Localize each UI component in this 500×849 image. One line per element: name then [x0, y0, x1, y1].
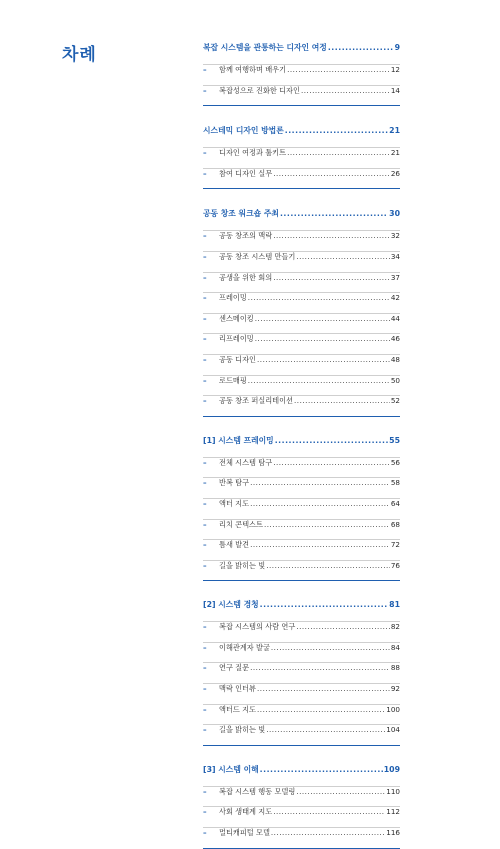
entry-title: 프레이밍	[219, 293, 247, 303]
section-page-number: 109	[383, 764, 400, 774]
entry-page-number: 100	[386, 704, 400, 714]
dot-leader	[273, 169, 390, 178]
toc-entry[interactable]	[203, 642, 400, 663]
toc-section-header[interactable]	[203, 435, 400, 457]
dash-bullet: –	[203, 498, 207, 508]
dash-bullet: –	[203, 272, 207, 282]
dot-leader	[250, 540, 390, 549]
section-page-number: 9	[394, 43, 400, 52]
entry-page-number: 14	[390, 85, 400, 95]
dot-leader	[248, 293, 390, 302]
entry-page-number: 104	[386, 725, 400, 735]
toc-entry[interactable]	[203, 786, 400, 807]
entry-page-number: 12	[390, 65, 400, 74]
dash-bullet: –	[203, 519, 207, 529]
toc-section-header[interactable]	[203, 764, 400, 786]
toc-entry[interactable]	[203, 333, 400, 354]
entry-title: 맥락 인터뷰	[219, 684, 257, 694]
entry-page-number: 50	[390, 375, 400, 385]
dash-bullet: –	[203, 828, 207, 838]
toc-entry[interactable]	[203, 64, 400, 85]
entry-title: 길을 밝히는 빛	[219, 560, 266, 570]
toc-entry[interactable]	[203, 457, 400, 478]
toc-entry[interactable]	[203, 251, 400, 272]
dot-leader	[301, 86, 390, 95]
toc-entry[interactable]	[203, 375, 400, 396]
section-title: 시스테믹 디자인 방법론	[203, 126, 284, 136]
entry-title: 길을 밝히는 빛	[219, 725, 266, 735]
dash-bullet: –	[203, 663, 207, 673]
entry-title: 이해관계자 발굴	[219, 642, 270, 652]
toc-section	[203, 435, 400, 582]
dash-bullet: –	[203, 684, 207, 694]
dash-bullet: –	[203, 560, 207, 570]
entry-page-number: 34	[390, 251, 400, 261]
dash-bullet: –	[203, 334, 207, 344]
section-page-number: 81	[389, 600, 400, 610]
dot-leader	[273, 273, 390, 282]
entry-page-number: 82	[390, 622, 400, 632]
entry-page-number: 52	[390, 396, 400, 406]
toc-section-header[interactable]	[203, 125, 400, 147]
toc-entry[interactable]	[203, 395, 400, 416]
dot-leader	[266, 725, 385, 734]
page-title: 차례	[62, 45, 97, 65]
dot-leader	[328, 43, 394, 52]
entry-page-number: 92	[390, 684, 400, 694]
dot-leader	[280, 209, 388, 218]
dot-leader	[296, 622, 390, 631]
toc-entry[interactable]	[203, 313, 400, 334]
toc-entry[interactable]	[203, 806, 400, 827]
toc-entry[interactable]	[203, 704, 400, 725]
section-page-number: 30	[389, 209, 400, 219]
entry-page-number: 32	[390, 231, 400, 241]
section-title: [1] 시스템 프레이밍	[203, 435, 274, 445]
entry-title: 연구 질문	[219, 663, 250, 673]
entry-page-number: 76	[390, 560, 400, 570]
toc-entry[interactable]	[203, 827, 400, 848]
dot-leader	[255, 334, 390, 343]
section-title: 복잡 시스템을 관통하는 디자인 여정	[203, 43, 327, 52]
dot-leader	[285, 126, 388, 135]
entry-title: 액터 지도	[219, 498, 250, 508]
dash-bullet: –	[203, 478, 207, 488]
entry-title: 공동 디자인	[219, 354, 257, 364]
entry-page-number: 21	[390, 148, 400, 158]
toc-entry[interactable]	[203, 519, 400, 540]
entry-page-number: 58	[390, 478, 400, 488]
dot-leader	[287, 65, 390, 74]
entry-title: 리치 콘텍스트	[219, 519, 263, 529]
dash-bullet: –	[203, 168, 207, 178]
dash-bullet: –	[203, 231, 207, 241]
toc-section	[203, 599, 400, 746]
entry-title: 공생을 위한 회의	[219, 272, 273, 282]
entry-title: 틈새 발견	[219, 540, 250, 550]
dot-leader	[257, 705, 385, 714]
toc-section	[203, 42, 400, 106]
section-page-number: 21	[389, 126, 400, 136]
toc-entry[interactable]	[203, 724, 400, 745]
entry-title: 함께 여행하며 배우기	[219, 65, 287, 74]
toc-entry[interactable]	[203, 560, 400, 581]
dot-leader	[266, 561, 390, 570]
dot-leader	[271, 828, 385, 837]
entry-page-number: 64	[390, 498, 400, 508]
section-title: 공동 창조 워크숍 주최	[203, 209, 279, 219]
entry-title: 복잡 시스템 행동 모델링	[219, 786, 296, 796]
dot-leader	[248, 376, 390, 385]
entry-title: 로드매핑	[219, 375, 247, 385]
dash-bullet: –	[203, 375, 207, 385]
dot-leader	[250, 663, 390, 672]
toc-section	[203, 764, 400, 849]
section-title: [2] 시스템 경청	[203, 600, 259, 610]
dash-bullet: –	[203, 65, 207, 74]
dash-bullet: –	[203, 725, 207, 735]
dot-leader	[264, 520, 390, 529]
dash-bullet: –	[203, 85, 207, 95]
toc-section-header[interactable]	[203, 208, 400, 230]
toc-section-header[interactable]	[203, 599, 400, 621]
dash-bullet: –	[203, 457, 207, 467]
toc-entry[interactable]	[203, 168, 400, 189]
dash-bullet: –	[203, 704, 207, 714]
dot-leader	[273, 458, 390, 467]
entry-page-number: 68	[390, 519, 400, 529]
table-of-contents	[203, 42, 400, 849]
entry-title: 반복 탐구	[219, 478, 250, 488]
entry-page-number: 46	[390, 334, 400, 344]
dash-bullet: –	[203, 786, 207, 796]
dot-leader	[273, 231, 390, 240]
entry-title: 사회 생태계 지도	[219, 807, 273, 817]
entry-title: 멀티캐피털 모델	[219, 828, 270, 838]
dash-bullet: –	[203, 642, 207, 652]
entry-page-number: 42	[390, 293, 400, 303]
dot-leader	[271, 643, 390, 652]
entry-title: 복잡성으로 진화한 디자인	[219, 85, 300, 95]
toc-entry[interactable]	[203, 230, 400, 251]
dash-bullet: –	[203, 396, 207, 406]
entry-title: 공동 창조 시스템 만들기	[219, 251, 296, 261]
dot-leader	[250, 478, 390, 487]
toc-section-header[interactable]	[203, 42, 400, 64]
dot-leader	[296, 252, 390, 261]
toc-entry[interactable]	[203, 85, 400, 106]
toc-entry[interactable]	[203, 662, 400, 683]
entry-title: 디자인 여정과 툴키트	[219, 148, 287, 158]
entry-title: 전체 시스템 탐구	[219, 457, 273, 467]
toc-entry[interactable]	[203, 683, 400, 704]
toc-entry[interactable]	[203, 539, 400, 560]
dash-bullet: –	[203, 354, 207, 364]
toc-entry[interactable]	[203, 292, 400, 313]
dot-leader	[257, 684, 390, 693]
section-page-number: 55	[389, 435, 400, 445]
entry-title: 공동 창조의 맥락	[219, 231, 273, 241]
dot-leader	[273, 807, 385, 816]
dot-leader	[294, 396, 390, 405]
dot-leader	[260, 600, 389, 609]
toc-entry[interactable]	[203, 147, 400, 168]
section-title: [3] 시스템 이해	[203, 764, 259, 774]
entry-page-number: 72	[390, 540, 400, 550]
dash-bullet: –	[203, 313, 207, 323]
entry-title: 참여 디자인 실무	[219, 168, 273, 178]
entry-title: 액터드 지도	[219, 704, 257, 714]
toc-entry[interactable]	[203, 354, 400, 375]
entry-page-number: 88	[390, 663, 400, 673]
entry-page-number: 84	[390, 642, 400, 652]
dot-leader	[250, 499, 390, 508]
dash-bullet: –	[203, 622, 207, 632]
dot-leader	[255, 314, 390, 323]
dash-bullet: –	[203, 293, 207, 303]
toc-entry[interactable]	[203, 498, 400, 519]
toc-section	[203, 208, 400, 416]
entry-title: 리프레이밍	[219, 334, 254, 344]
entry-page-number: 56	[390, 457, 400, 467]
entry-page-number: 48	[390, 354, 400, 364]
entry-page-number: 44	[390, 313, 400, 323]
entry-page-number: 37	[390, 272, 400, 282]
toc-section	[203, 125, 400, 189]
dash-bullet: –	[203, 807, 207, 817]
dot-leader	[275, 436, 388, 445]
entry-title: 공동 창조 퍼실리테이션	[219, 396, 294, 406]
toc-entry[interactable]	[203, 621, 400, 642]
dash-bullet: –	[203, 148, 207, 158]
entry-title: 복잡 시스템의 사람 연구	[219, 622, 296, 632]
toc-entry[interactable]	[203, 477, 400, 498]
entry-title: 센스메이킹	[219, 313, 254, 323]
dot-leader	[296, 787, 385, 796]
entry-page-number: 116	[386, 828, 400, 838]
dash-bullet: –	[203, 251, 207, 261]
dot-leader	[287, 148, 390, 157]
entry-page-number: 112	[386, 807, 400, 817]
dot-leader	[260, 765, 383, 774]
entry-page-number: 110	[386, 786, 400, 796]
entry-page-number: 26	[390, 168, 400, 178]
dash-bullet: –	[203, 540, 207, 550]
toc-entry[interactable]	[203, 272, 400, 293]
dot-leader	[257, 355, 390, 364]
